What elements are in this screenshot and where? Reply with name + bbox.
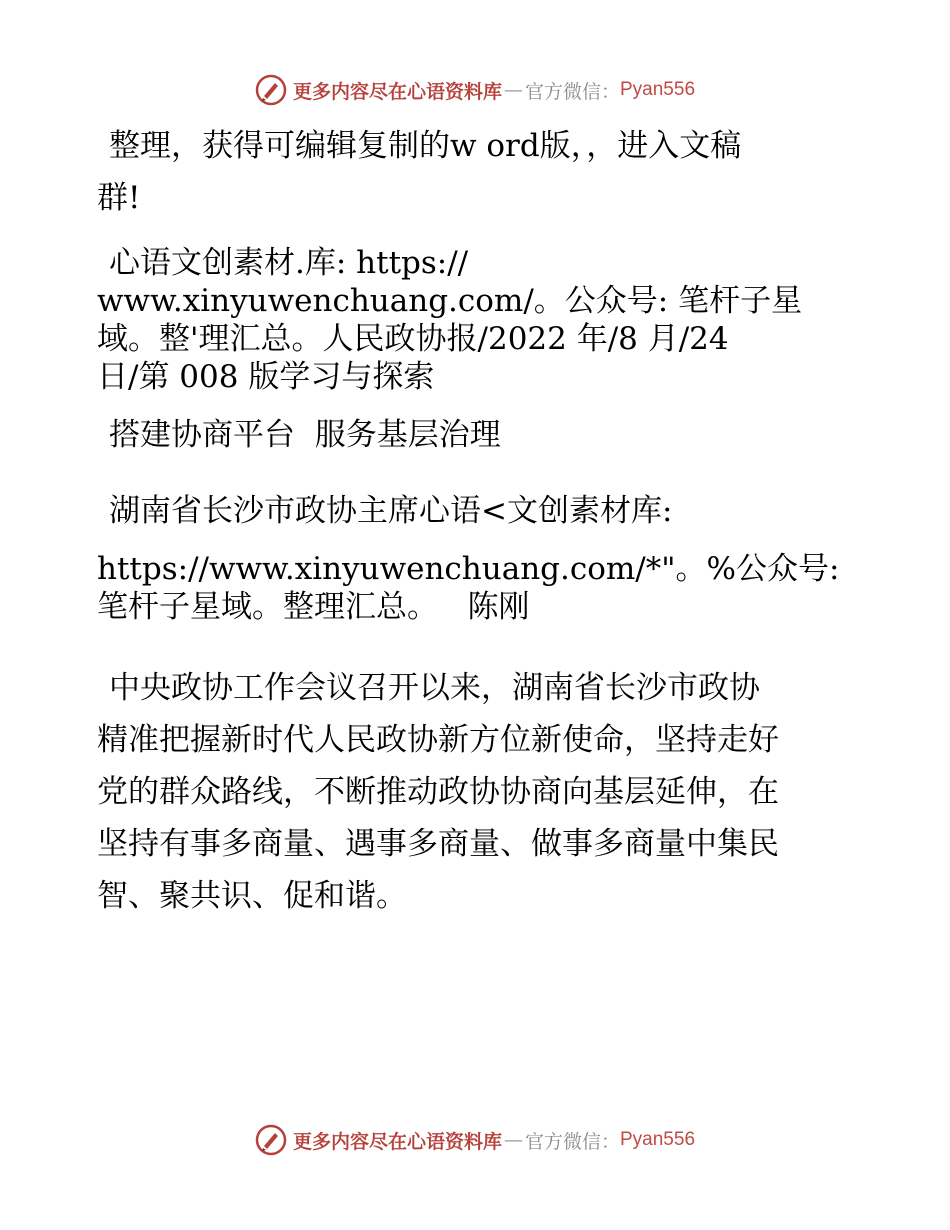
main-line-5: 智、聚共识、促和谐。 [97,878,407,914]
footer-separator: — [503,1129,523,1151]
brand-logo-icon [255,74,287,106]
author-line-2: https://www.xinyuwenchuang.com/*"。%公众号: [97,551,840,587]
paragraph-intro [97,120,857,224]
header-banner-text: 更多内容尽在心语资料库 [292,80,502,103]
header-banner [0,70,950,110]
main-line-3: 党的群众路线，不断推动政协协商向基层延伸，在 [97,774,779,810]
intro-line-1: 整理，获得可编辑复制的w ord版，，进入文稿 [109,128,742,164]
author-line-1: 湖南省长沙市政协主席心语<文创素材库: [109,493,673,529]
main-line-4: 坚持有事多商量、遇事多商量、做事多商量中集民 [97,826,779,862]
main-line-1: 中央政协工作会议召开以来，湖南省长沙市政协 [109,670,760,706]
title-line: 搭建协商平台 服务基层治理 [109,417,501,453]
source-line-4: 日/第 008 版学习与探索 [97,359,435,395]
footer-wechat-label: 官方微信： [524,1130,620,1153]
footer-banner [0,1120,950,1160]
intro-line-2: 群! [97,180,141,216]
author-line-3: 笔杆子星域。整理汇总。 陈刚 [97,589,530,625]
article-title [97,416,857,454]
paragraph-author [97,492,857,626]
paragraph-source [97,244,857,396]
paragraph-main [97,662,857,922]
header-separator: — [503,79,523,101]
brand-logo-icon [255,1124,287,1156]
header-wechat-id: Pyan556 [620,79,696,100]
source-line-3: 域。整'理汇总。人民政协报/2022 年/8 月/24 [97,321,729,357]
document-body [97,120,857,922]
footer-banner-text: 更多内容尽在心语资料库 [292,1130,502,1153]
main-line-2: 精准把握新时代人民政协新方位新使命，坚持走好 [97,722,779,758]
header-wechat-label: 官方微信： [524,80,620,103]
source-line-2: www.xinyuwenchuang.com/。公众号: 笔杆子星 [97,283,803,319]
footer-wechat-id: Pyan556 [620,1129,696,1150]
source-line-1: 心语文创素材.库: https:// [109,245,469,281]
